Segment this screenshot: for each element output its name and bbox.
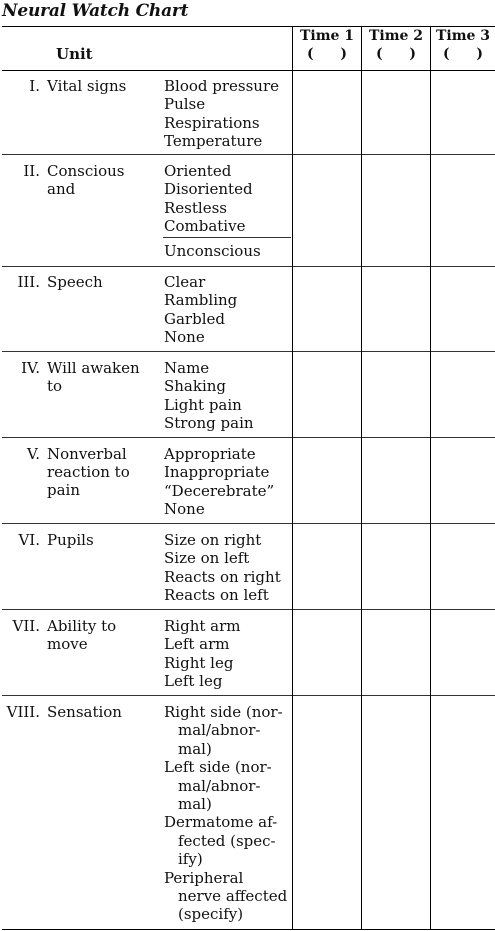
list-item: mal): [178, 795, 212, 814]
section-number: II.: [23, 162, 40, 180]
unit-column-header: Unit: [56, 45, 93, 63]
section-divider-partial: [163, 237, 291, 238]
list-item: Reacts on right: [164, 567, 281, 586]
section-items: [164, 162, 292, 236]
section-number: VIII.: [6, 703, 40, 721]
list-item: fected (spec-: [178, 831, 276, 850]
list-item: Clear: [164, 273, 206, 291]
section-label: Speech: [47, 273, 103, 291]
section-number: VI.: [18, 531, 40, 549]
section-items: [164, 703, 292, 924]
list-item: Dermatome af-: [164, 813, 278, 832]
section-divider: [2, 523, 495, 524]
time-label: Time 3: [435, 28, 491, 44]
list-item: (specify): [178, 905, 244, 924]
section-items: [164, 617, 292, 691]
list-item: Temperature: [164, 132, 263, 151]
section-divider: [2, 695, 495, 696]
section-number: V.: [27, 445, 40, 463]
list-item: Left arm: [164, 635, 230, 654]
section-number: III.: [17, 273, 40, 291]
list-item: Garbled: [164, 309, 225, 328]
header-bottom-border: [2, 70, 495, 71]
table-bottom-border: [2, 929, 495, 930]
section-label: Sensation: [47, 703, 122, 721]
time-1-header: [294, 27, 360, 63]
list-item: Restless: [164, 198, 227, 217]
column-divider: [361, 26, 362, 930]
list-item: Size on right: [164, 531, 262, 549]
list-item: Combative: [164, 217, 246, 236]
section-items: [164, 359, 292, 433]
list-item: Pulse: [164, 95, 206, 114]
list-item: Oriented: [164, 162, 232, 180]
list-item: mal): [178, 739, 212, 758]
column-divider: [430, 26, 431, 930]
list-item: Light pain: [164, 395, 242, 414]
section-divider: [2, 437, 495, 438]
list-item: mal/abnor-: [178, 721, 261, 740]
list-item: nerve affected: [178, 887, 288, 906]
list-item: Blood pressure: [164, 77, 280, 95]
section-divider: [2, 154, 495, 155]
section-items: [164, 531, 292, 605]
section-items-extra: [164, 242, 292, 260]
list-item: “Decerebrate”: [164, 481, 275, 500]
section-divider: [2, 609, 495, 610]
list-item: Name: [164, 359, 210, 377]
list-item: Respirations: [164, 113, 260, 132]
list-item: Left leg: [164, 672, 223, 691]
section-number: IV.: [21, 359, 40, 377]
section-divider: [2, 266, 495, 267]
column-divider: [292, 26, 293, 930]
time-blank: ( ): [306, 46, 348, 62]
list-item: Appropriate: [164, 445, 256, 463]
list-item: Shaking: [164, 377, 227, 396]
list-item: Right side (nor-: [164, 703, 283, 721]
list-item: Unconscious: [164, 242, 261, 260]
section-label: Vital signs: [47, 77, 127, 95]
list-item: Strong pain: [164, 414, 254, 433]
section-label: Ability to move: [47, 617, 117, 653]
section-label: Nonverbal reaction to pain: [47, 445, 130, 499]
list-item: Left side (nor-: [164, 758, 272, 777]
section-items: [164, 445, 292, 519]
list-item: Inappropriate: [164, 463, 270, 482]
list-item: mal/abnor-: [178, 776, 261, 795]
section-divider: [2, 351, 495, 352]
section-items: [164, 273, 292, 347]
list-item: Right leg: [164, 653, 234, 672]
section-items: [164, 77, 292, 151]
section-label: Pupils: [47, 531, 94, 549]
list-item: Rambling: [164, 291, 238, 310]
section-number: I.: [29, 77, 40, 95]
time-3-header: [430, 27, 495, 63]
list-item: ify): [178, 850, 203, 869]
time-blank: ( ): [375, 46, 417, 62]
time-blank: ( ): [442, 46, 484, 62]
list-item: None: [164, 500, 205, 519]
list-item: Peripheral: [164, 868, 244, 887]
section-label: Will awaken to: [47, 359, 140, 395]
time-label: Time 1: [299, 28, 355, 44]
list-item: Disoriented: [164, 180, 253, 199]
time-2-header: [363, 27, 429, 63]
section-label: Conscious and: [47, 162, 125, 198]
page-title: Neural Watch Chart: [2, 1, 189, 21]
section-number: VII.: [12, 617, 40, 635]
time-label: Time 2: [368, 28, 424, 44]
list-item: Right arm: [164, 617, 241, 635]
list-item: Reacts on left: [164, 586, 269, 605]
list-item: Size on left: [164, 549, 250, 568]
list-item: None: [164, 328, 205, 347]
